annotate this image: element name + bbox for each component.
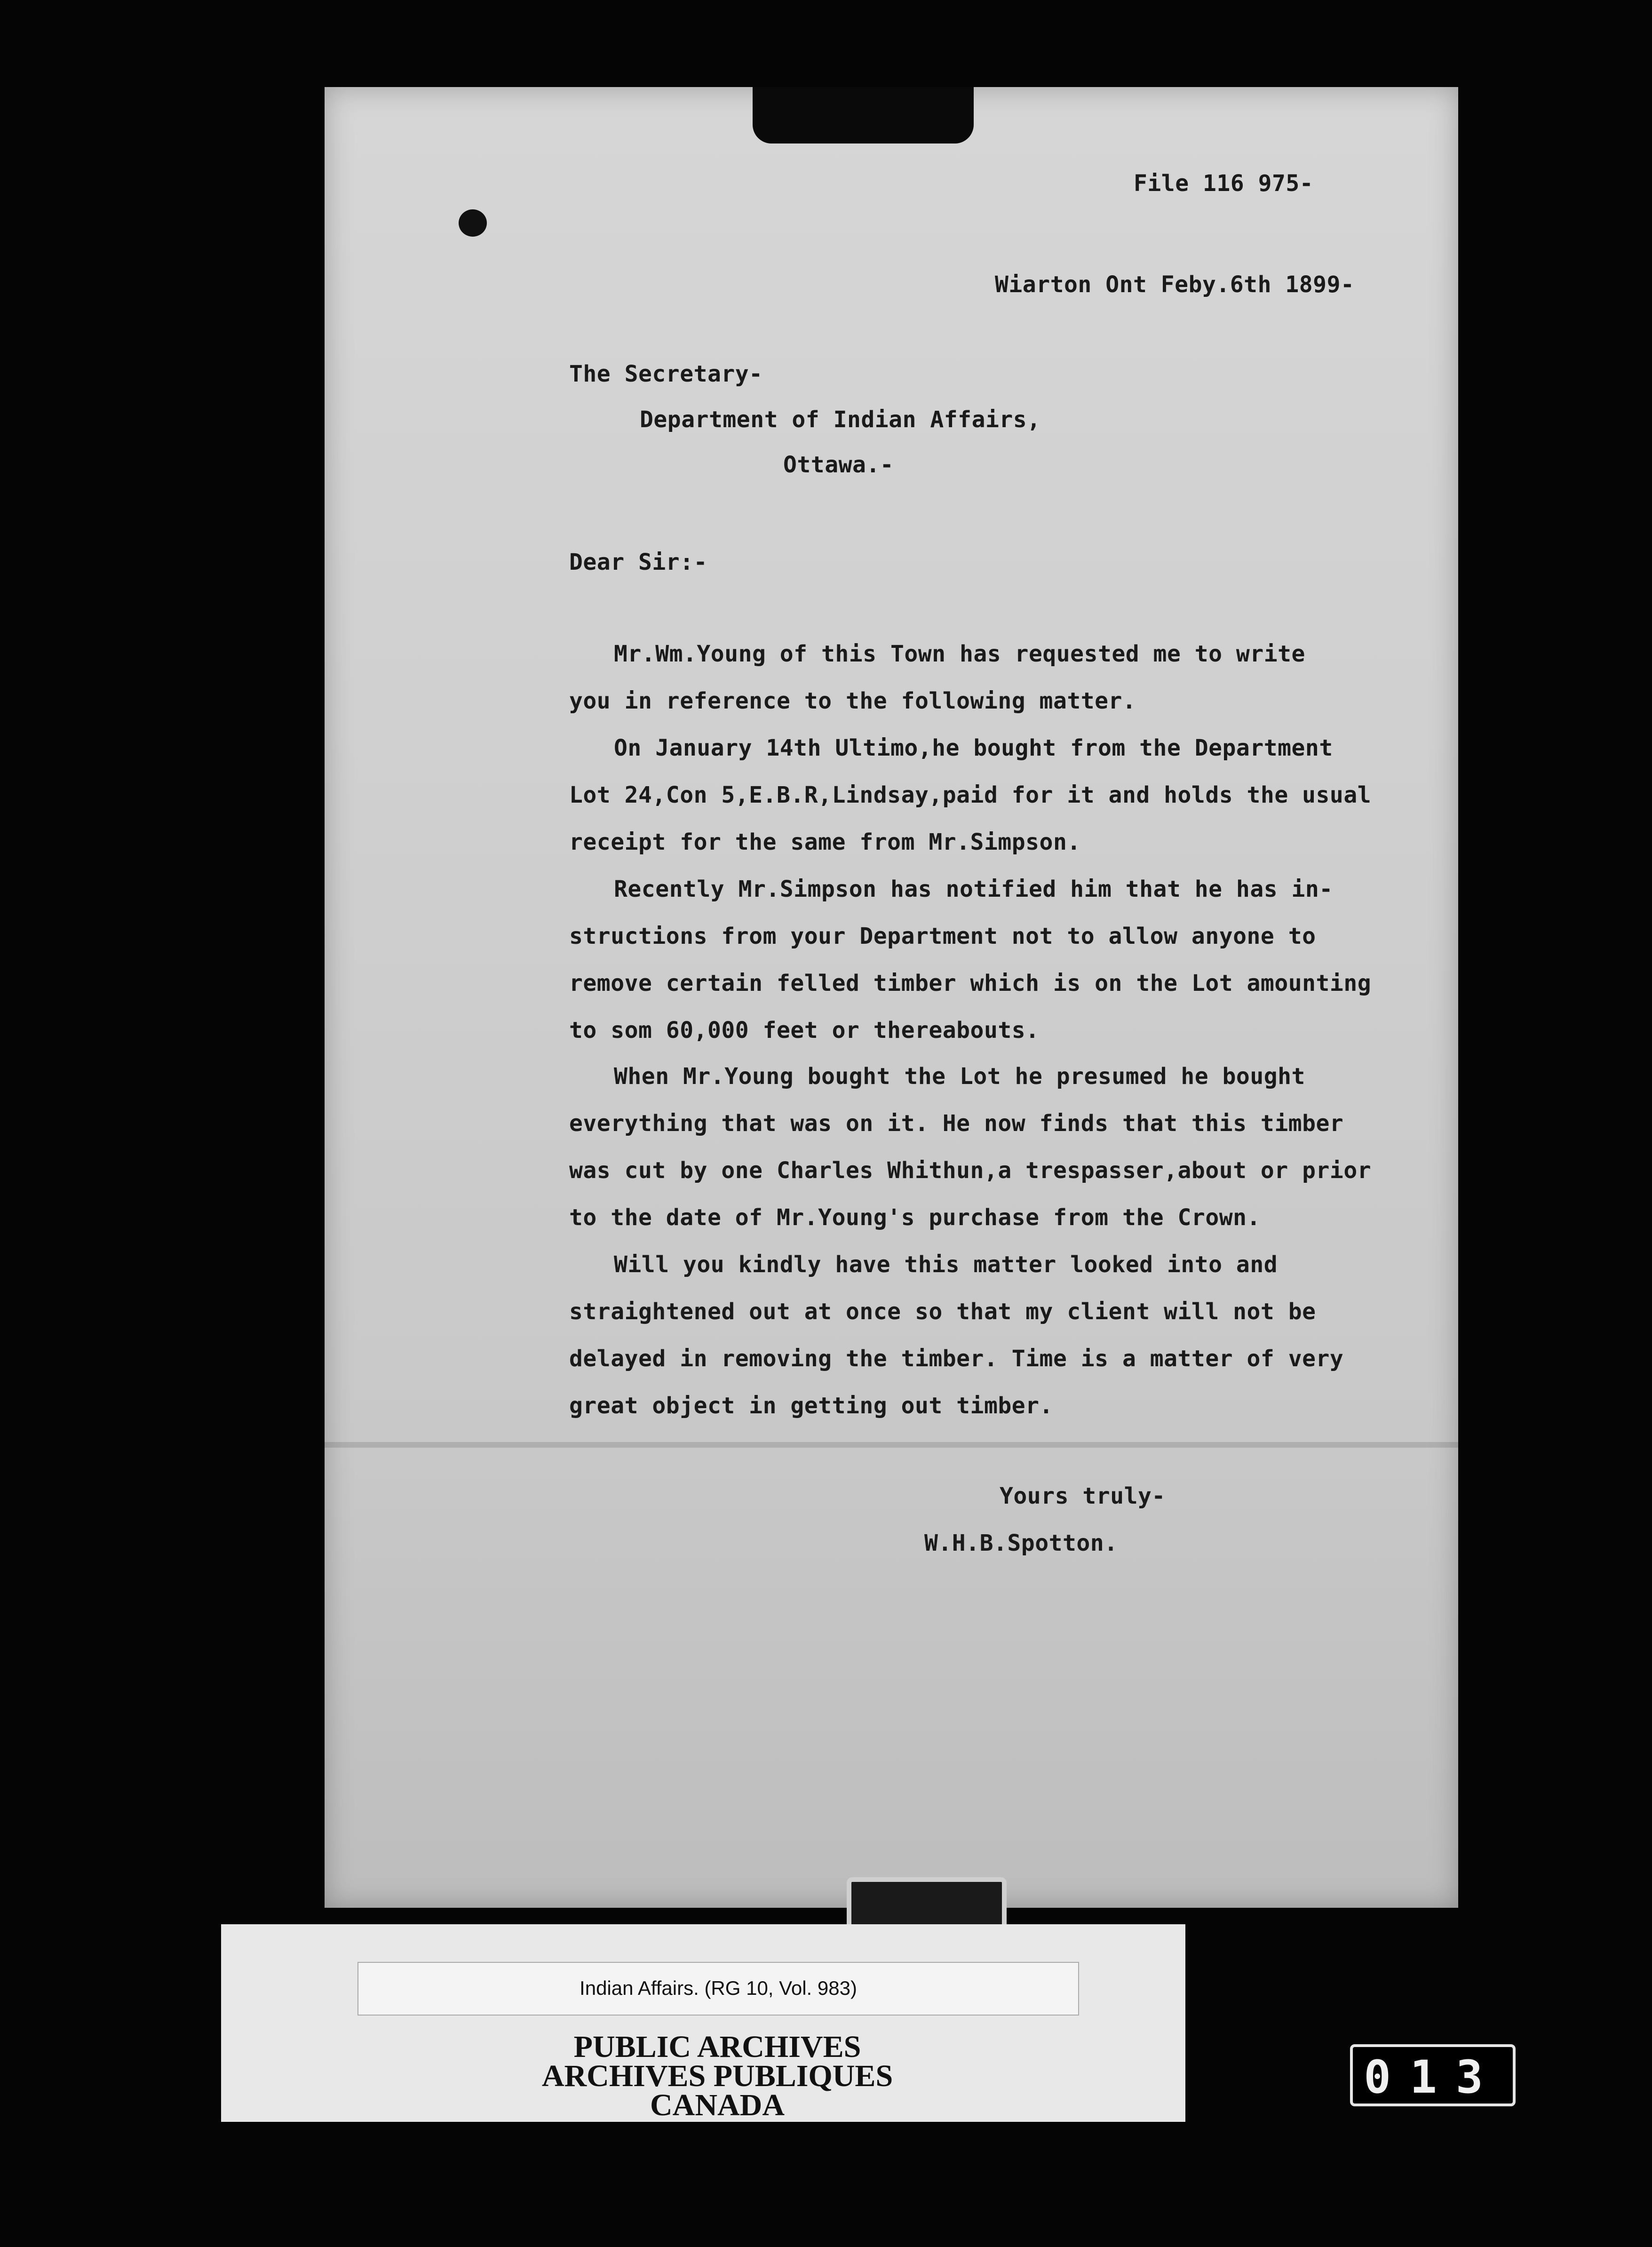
body-line: to som 60,000 feet or thereabouts.	[569, 1017, 1040, 1044]
letter-page	[325, 87, 1458, 1908]
body-line: On January 14th Ultimo,he bought from the Department	[614, 735, 1333, 761]
recipient-line: Department of Indian Affairs,	[640, 406, 1041, 433]
body-line: Will you kindly have this matter looked into and	[614, 1251, 1278, 1278]
body-line: remove certain felled timber which is on the Lot amounting	[569, 970, 1372, 996]
body-line: great object in getting out timber.	[569, 1393, 1053, 1419]
body-line: was cut by one Charles Whithun,a trespasser,about or prior	[569, 1157, 1372, 1184]
archive-name	[357, 2032, 1077, 2120]
recipient-line: The Secretary-	[569, 361, 763, 387]
body-line: Mr.Wm.Young of this Town has requested me to write	[614, 641, 1305, 667]
body-line: Lot 24,Con 5,E.B.R,Lindsay,paid for it and holds the usual	[569, 782, 1372, 808]
frame-number: 013	[1364, 2051, 1502, 2104]
body-line: you in reference to the following matter.	[569, 688, 1136, 714]
file-number: File 116 975-	[1134, 170, 1314, 197]
body-line: to the date of Mr.Young's purchase from the Crown.	[569, 1204, 1261, 1231]
top-clip	[753, 87, 974, 143]
archive-reference-strip	[357, 1962, 1079, 2016]
closing: Yours truly-	[1000, 1483, 1166, 1509]
body-line: receipt for the same from Mr.Simpson.	[569, 829, 1081, 855]
place-date: Wiarton Ont Feby.6th 1899-	[995, 271, 1355, 298]
archive-name-line: PUBLIC ARCHIVES	[573, 2030, 861, 2064]
body-line: straightened out at once so that my client will not be	[569, 1299, 1316, 1325]
body-line: structions from your Department not to allow anyone to	[569, 923, 1316, 949]
archive-reference: Indian Affairs. (RG 10, Vol. 983)	[580, 1977, 857, 1999]
frame-counter	[1350, 2044, 1516, 2106]
salutation: Dear Sir:-	[569, 549, 707, 575]
body-line: everything that was on it. He now finds that this timber	[569, 1110, 1344, 1137]
body-line: Recently Mr.Simpson has notified him that he has in-	[614, 876, 1333, 902]
body-line: delayed in removing the timber. Time is a matter of very	[569, 1346, 1344, 1372]
signature: W.H.B.Spotton.	[924, 1530, 1118, 1556]
paper-fold	[325, 1442, 1458, 1448]
archive-name-line: ARCHIVES PUBLIQUES	[541, 2059, 893, 2093]
archive-name-line: CANADA	[650, 2088, 785, 2122]
punch-hole	[459, 209, 487, 237]
body-line: When Mr.Young bought the Lot he presumed he bought	[614, 1063, 1305, 1090]
recipient-line: Ottawa.-	[783, 452, 894, 478]
